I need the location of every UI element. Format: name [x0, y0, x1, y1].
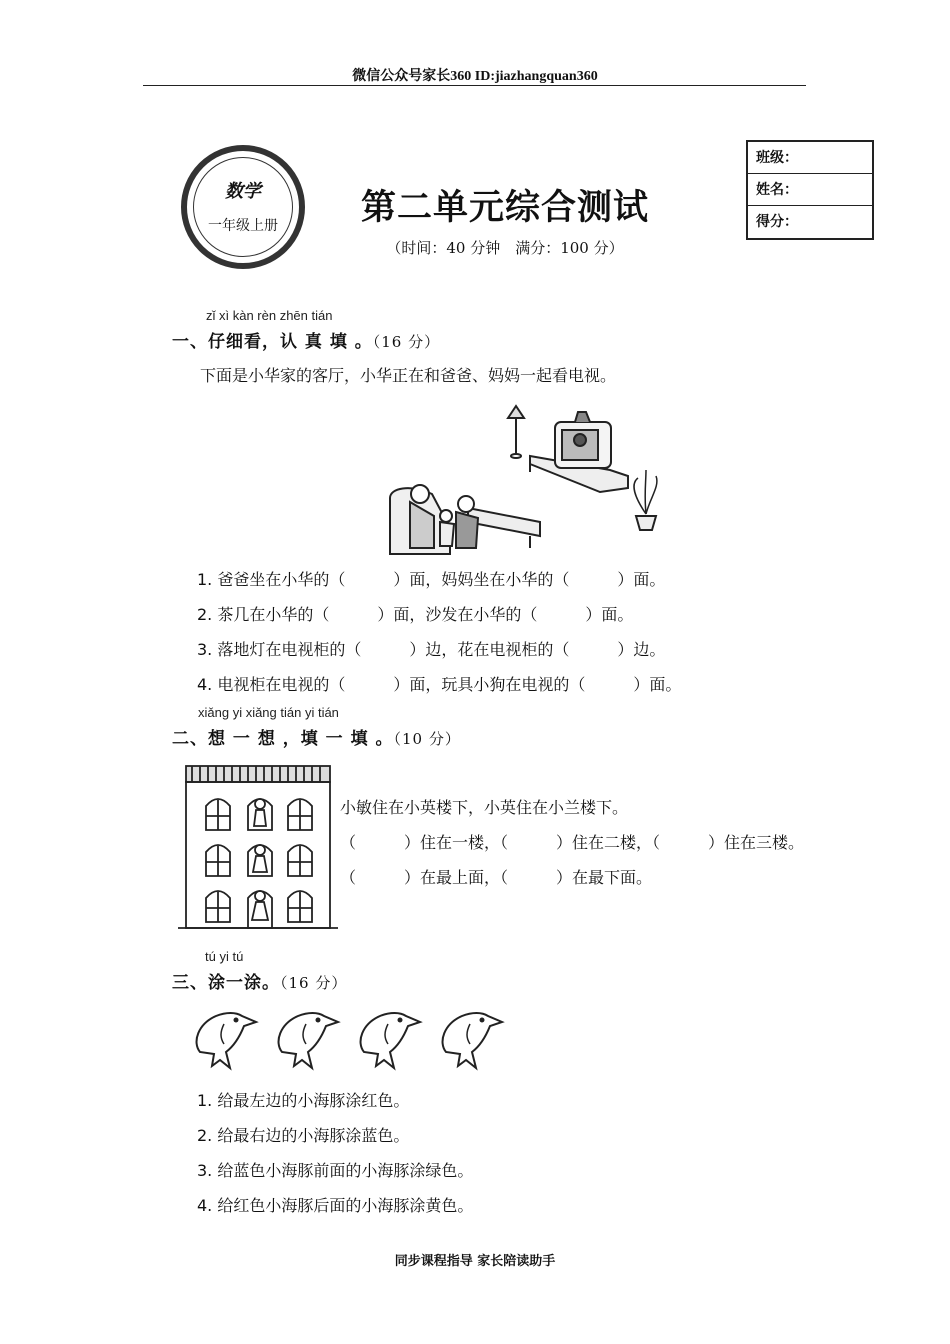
section3-pinyin: tú yi tú	[205, 949, 244, 964]
section1-intro: 下面是小华家的客厅，小华正在和爸爸、妈妈一起看电视。	[200, 366, 617, 385]
name-field[interactable]: 姓名：	[748, 174, 872, 206]
s2-line-2: （ ）住在一楼，（ ）住在二楼，（ ）住在三楼。	[340, 833, 805, 852]
dolphin-3-icon	[361, 1013, 420, 1068]
section3-score: （16 分）	[280, 974, 348, 992]
dolphin-4-icon	[443, 1013, 502, 1068]
coffee-table-icon	[468, 508, 540, 536]
section1-title	[172, 327, 440, 352]
s2-line-1: 小敏住在小英楼下，小英住在小兰楼下。	[340, 798, 629, 817]
section1-pinyin: zǐ xì kàn rèn zhēn tián	[206, 308, 333, 323]
apartment-building-illustration	[178, 764, 338, 934]
xiaohua-icon	[440, 510, 452, 522]
student-info-box	[746, 140, 874, 240]
section3-title-text: 三、涂一涂。	[172, 973, 280, 993]
dad-icon	[411, 485, 429, 503]
s2-line-3: （ ）在最上面，（ ）在最下面。	[340, 868, 653, 887]
subject-badge	[181, 145, 305, 269]
section2-title	[172, 724, 461, 749]
badge-grade: 一年级上册	[208, 218, 278, 234]
dolphin-1-icon	[197, 1013, 256, 1068]
living-room-illustration	[380, 398, 670, 560]
mom-icon	[458, 496, 474, 512]
s1-question-3: 3. 落地灯在电视柜的（ ）边，花在电视柜的（ ）边。	[197, 640, 666, 659]
s1-question-1: 1. 爸爸坐在小华的（ ）面，妈妈坐在小华的（ ）面。	[197, 570, 666, 589]
badge-inner-ring	[193, 157, 293, 257]
s1-question-2: 2. 茶几在小华的（ ）面，沙发在小华的（ ）面。	[197, 605, 634, 624]
s3-question-2: 2. 给最右边的小海豚涂蓝色。	[197, 1126, 410, 1145]
header-divider	[143, 85, 806, 86]
test-title: 第二单元综合测试	[360, 187, 649, 228]
s3-question-4: 4. 给红色小海豚后面的小海豚涂黄色。	[197, 1196, 474, 1215]
section3-title	[172, 968, 347, 993]
s3-question-1: 1. 给最左边的小海豚涂红色。	[197, 1091, 410, 1110]
section1-score: （16 分）	[372, 333, 441, 351]
floor-lamp-icon	[508, 406, 524, 418]
section2-score: （10 分）	[393, 730, 461, 748]
section1-title-text: 一、仔细看，认 真 填 。	[172, 332, 373, 352]
test-subtitle: （时间：40 分钟 满分：100 分）	[386, 239, 624, 257]
score-field[interactable]: 得分：	[756, 214, 798, 230]
door-floor1-girl	[248, 891, 272, 928]
page-header: 微信公众号家长360 ID:jiazhangquan360	[352, 69, 598, 84]
page-footer: 同步课程指导 家长陪读助手	[394, 1254, 556, 1269]
class-field[interactable]: 班级：	[748, 142, 872, 174]
badge-subject: 数学	[225, 181, 261, 202]
s3-question-3: 3. 给蓝色小海豚前面的小海豚涂绿色。	[197, 1161, 474, 1180]
toy-dog-icon	[575, 412, 590, 422]
section2-pinyin: xiǎng yi xiǎng tián yi tián	[198, 705, 339, 720]
section2-title-text: 二、想 一 想 ，填 一 填 。	[172, 729, 394, 749]
flower-pot-icon	[636, 516, 656, 530]
s1-question-4: 4. 电视柜在电视的（ ）面，玩具小狗在电视的（ ）面。	[197, 675, 682, 694]
dolphin-2-icon	[279, 1013, 338, 1068]
dolphins-illustration	[190, 998, 510, 1078]
